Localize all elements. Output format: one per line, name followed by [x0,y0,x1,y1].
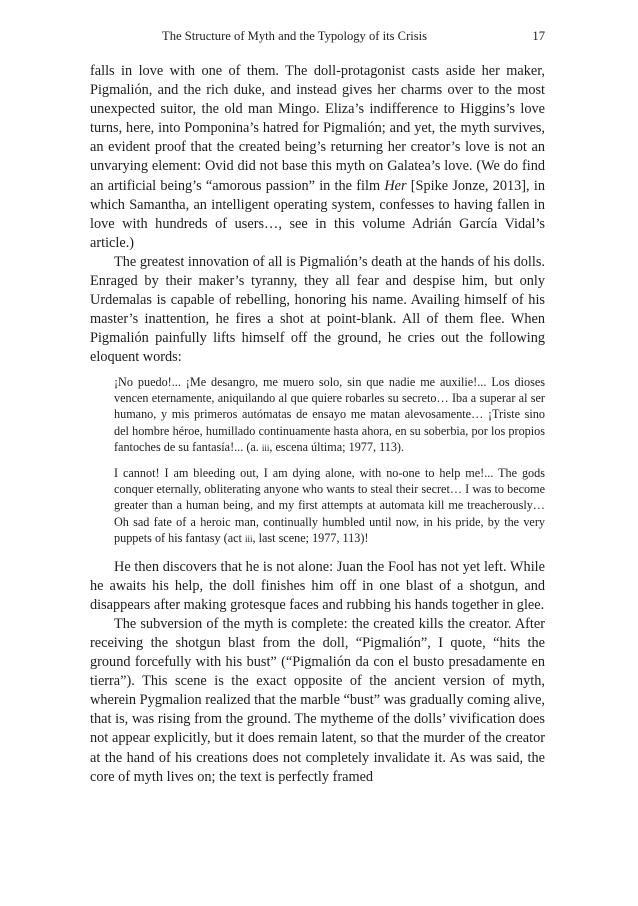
paragraph-1 [90,62,545,253]
film-title: Her [384,177,407,194]
running-header [90,26,545,46]
english-quote-text: I cannot! I am bleeding out, I am dying alone, with no-one to help me!... The gods conquer eternally, obliterating anyone who wants to steal their secret… I was to become greater than a human being, and my first attempts at automata kill me treacherously… Oh sad fate of a heroic man, continually humbled until now, in his pride, by the very puppets of his fantasy (act [114,465,545,546]
block-quote-english [114,465,545,548]
paragraph-4: The subversion of the myth is complete: the created kills the creator. After receiving the shotgun blast from the doll, “Pigmalión”, I quote, “hits the ground forcefully with his bust” (“Pigmalión da con el busto presadamente en tierra”). This scene is the exact opposite of the ancient version of myth, wherein Pygmalion realized that the marble “bust” was gradually coming alive, that is, was rising from the ground. The mytheme of the dolls’ vivification does not appear explicitly, but it does remain latent, so that the murder of the creator at the hand of his creations does not completely invalidate it. As was said, the core of myth lives on; the text is perfectly framed [90,615,545,785]
english-quote-act-number: iii [244,534,253,545]
spanish-quote-act-number: iii [261,443,270,454]
paragraph-1-part-b: [Spike Jonze, 2013], in which Samantha, an intelligent operating system, confesses to having fallen in love with hundreds of users…, see in this volume Adrián García Vidal’s article.) [90,177,545,251]
paragraph-2: The greatest innovation of all is Pigmalión’s death at the hands of his dolls. Enraged by their maker’s tyranny, they all fear and despise him, but only Urdemalas is capable of rebelling, honoring his name. Availing himself of his master’s inattention, he fires a shot at point-blank. All of them flee. When Pigmalión painfully lifts himself off the ground, he cries out the following eloquent words: [90,253,545,366]
page-number: 17 [532,29,545,43]
running-title: The Structure of Myth and the Typology of its Crisis [162,29,428,43]
block-quote-spanish [114,374,545,457]
body-text [90,62,545,787]
paragraph-1-part-a: falls in love with one of them. The doll-protagonist casts aside her maker, Pigmalión, and the rich duke, and instead gives her charms over to the most unexpected suitor, the old man Mingo. Eliza’s indifference to Higgins’s love turns, here, into Pomponina’s hatred for Pigmalión; and yet, the myth survives, an evident proof that the created being’s returning her creator’s love is not an unvarying element: Ovid did not base this myth on Galatea’s love. (We do find an artificial being’s “amorous passion” in the film [90,63,545,194]
spanish-quote-ref-abbr: a. [250,440,259,455]
english-quote-ref-tail: , last scene; 1977, 113)! [252,531,369,546]
spanish-quote-ref-tail: , escena última; 1977, 113). [269,440,405,455]
spanish-quote-text: ¡No puedo!... ¡Me desangro, me muero solo, sin que nadie me auxilie!... Los dioses vencen eternamente, aniquilando al que quiere robarles su secreto… Iba a superar al ser humano, y mis primeros autómatas de ensayo me matan alevosamente… ¡Triste sino del hombre héroe, humillado continuamente hasta ahora, en su soberbia, por los propios fantoches de su fantasía!... ( [114,374,545,455]
paragraph-3: He then discovers that he is not alone: Juan the Fool has not yet left. While he awaits his help, the doll finishes him off in one blast of a shotgun, and disappears after making grotesque faces and rubbing his hands together in glee. [90,558,545,613]
